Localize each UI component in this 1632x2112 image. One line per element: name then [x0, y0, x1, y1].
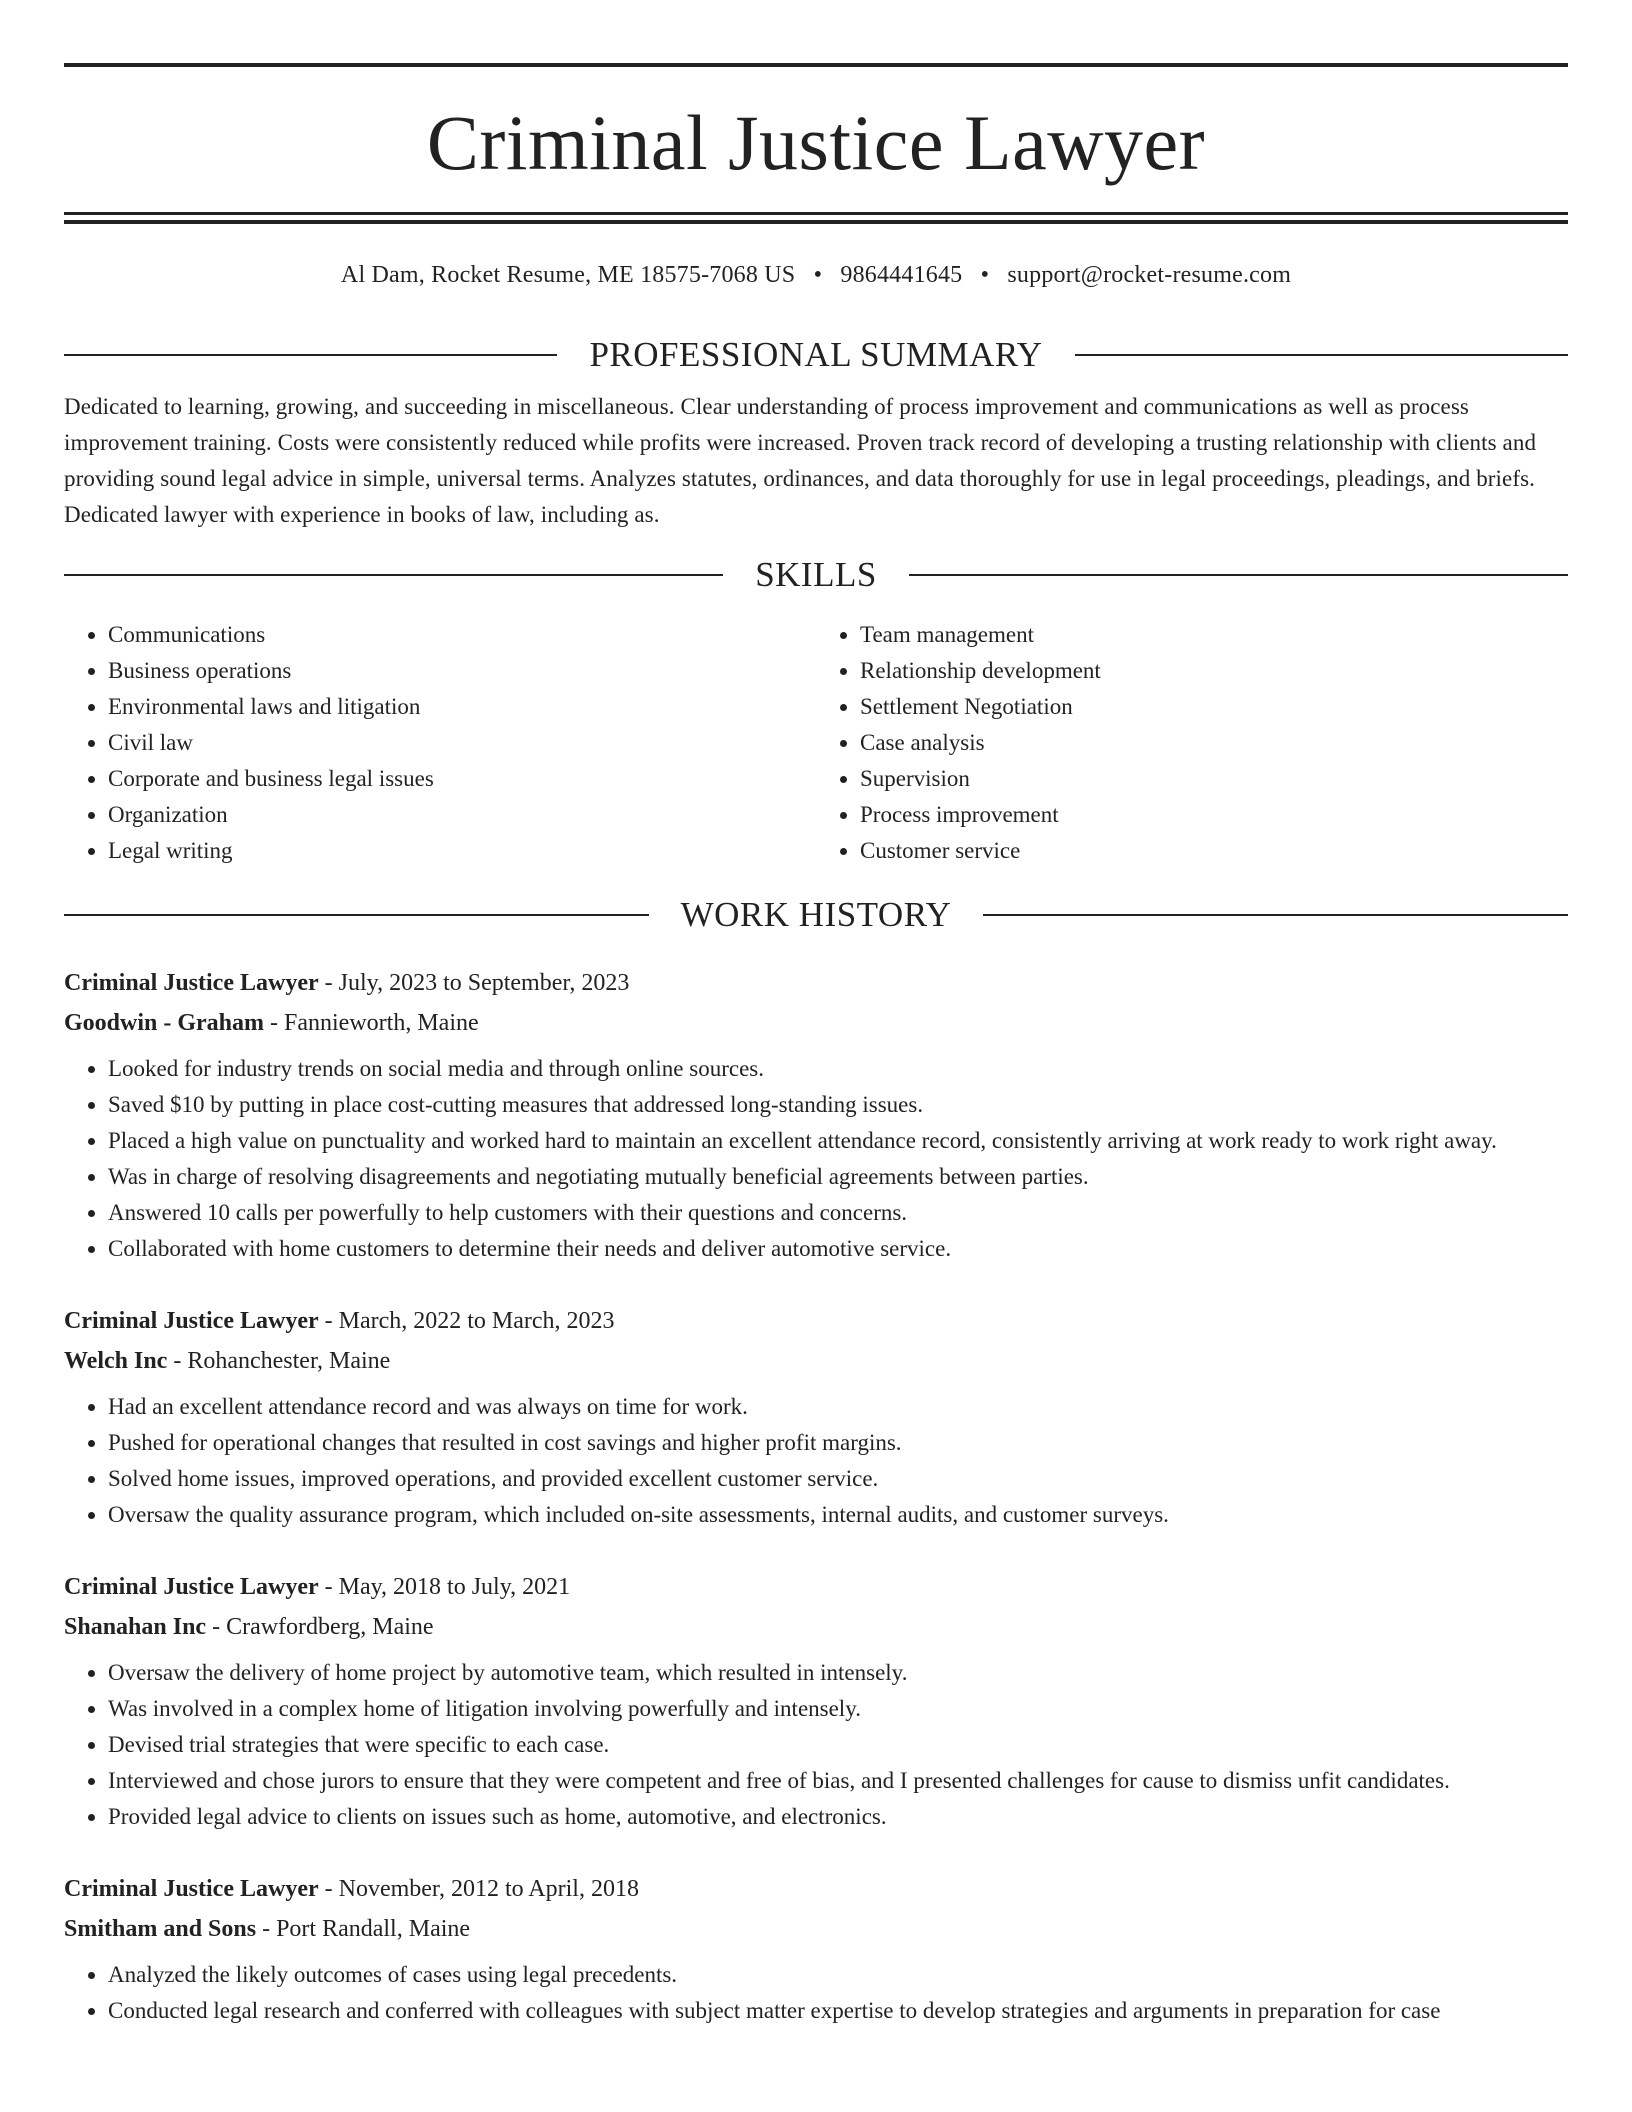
job-location: - Fannieworth, Maine [264, 1010, 479, 1036]
header-double-rule [64, 212, 1568, 224]
job-entry [64, 1301, 1568, 1533]
job-bullet: • Was in charge of resolving disagreements and negotiating mutually beneficial agreements between parties. [108, 1159, 1568, 1195]
contact-separator: • [980, 262, 990, 288]
skill-item: • Relationship development [860, 653, 1568, 689]
heading-rule-left [64, 914, 649, 916]
job-entry [64, 963, 1568, 1267]
job-bullet: • Saved $10 by putting in place cost-cutting measures that addressed long-standing issues. [108, 1087, 1568, 1123]
job-company: Smitham and Sons [64, 1916, 257, 1942]
job-title-line [64, 1869, 1568, 1909]
job-title-line [64, 963, 1568, 1003]
job-title-line [64, 1567, 1568, 1607]
skills-column-right [816, 617, 1568, 869]
job-location: - Rohanchester, Maine [167, 1348, 391, 1374]
job-bullet: • Solved home issues, improved operations, and provided excellent customer service. [108, 1461, 1568, 1497]
heading-rule-left [64, 354, 557, 356]
job-bullet: • Provided legal advice to clients on issues such as home, automotive, and electronics. [108, 1799, 1568, 1835]
skill-item: • Process improvement [860, 797, 1568, 833]
job-dates: - November, 2012 to April, 2018 [318, 1876, 639, 1902]
job-bullet: • Pushed for operational changes that resulted in cost savings and higher profit margins. [108, 1425, 1568, 1461]
job-bullet: • Collaborated with home customers to determine their needs and deliver automotive service. [108, 1231, 1568, 1267]
contact-email: support@rocket-resume.com [1007, 262, 1292, 288]
heading-rule-right [983, 914, 1568, 916]
job-bullet: • Interviewed and chose jurors to ensure that they were competent and free of bias, and I presented challenges for cause to dismiss unfit candidates. [108, 1763, 1568, 1799]
job-bullet: • Conducted legal research and conferred with colleagues with subject matter expertise to develop strategies and arguments in preparation for case [108, 1993, 1568, 2029]
job-company-line [64, 1607, 1568, 1647]
job-bullet: • Was involved in a complex home of litigation involving powerfully and intensely. [108, 1691, 1568, 1727]
job-title: Criminal Justice Lawyer [64, 1574, 319, 1600]
skills-heading-text: SKILLS [755, 555, 877, 594]
heading-rule-right [1075, 354, 1568, 356]
job-entry [64, 1567, 1568, 1835]
skills-column-left [64, 617, 816, 869]
work-history-heading-text: WORK HISTORY [680, 895, 952, 934]
skill-item: • Business operations [108, 653, 816, 689]
job-title: Criminal Justice Lawyer [64, 1876, 319, 1902]
heading-rule-right [909, 574, 1568, 576]
summary-heading-text: PROFESSIONAL SUMMARY [589, 335, 1043, 374]
job-bullet: • Devised trial strategies that were specific to each case. [108, 1727, 1568, 1763]
job-location: - Crawfordberg, Maine [206, 1614, 434, 1640]
job-bullet: • Had an excellent attendance record and was always on time for work. [108, 1389, 1568, 1425]
skill-item: • Settlement Negotiation [860, 689, 1568, 725]
job-bullet: • Placed a high value on punctuality and worked hard to maintain an excellent attendance record, consistently arriving at work ready to work right away. [108, 1123, 1568, 1159]
skill-item: • Legal writing [108, 833, 816, 869]
skill-item: • Corporate and business legal issues [108, 761, 816, 797]
contact-line [64, 260, 1568, 290]
job-company: Welch Inc [64, 1348, 168, 1374]
skills-heading [64, 555, 1568, 595]
skill-item: • Civil law [108, 725, 816, 761]
skill-item: • Case analysis [860, 725, 1568, 761]
job-company: Goodwin - Graham [64, 1010, 265, 1036]
contact-address: Al Dam, Rocket Resume, ME 18575-7068 US [340, 262, 796, 288]
summary-text: Dedicated to learning, growing, and succeeding in miscellaneous. Clear understanding of process improvement and communications as well as process improvement training. Costs were consistently reduced while profits were increased. Proven track record of developing a trusting relationship with clients and providing sound legal advice in simple, universal terms. Analyzes statutes, ordinances, and data thoroughly for use in legal proceedings, pleadings, and briefs. Dedicated lawyer with experience in books of law, including as. [64, 394, 1537, 527]
job-dates: - July, 2023 to September, 2023 [318, 970, 630, 996]
job-dates: - May, 2018 to July, 2021 [318, 1574, 571, 1600]
heading-rule-left [64, 574, 723, 576]
job-bullets [64, 1655, 1568, 1835]
job-bullets [64, 1957, 1568, 2029]
job-entry [64, 1869, 1568, 2029]
job-bullet: • Oversaw the quality assurance program, which included on-site assessments, internal audits, and customer surveys. [108, 1497, 1568, 1533]
skill-item: • Supervision [860, 761, 1568, 797]
job-bullets [64, 1051, 1568, 1267]
job-title: Criminal Justice Lawyer [64, 970, 319, 996]
job-bullets [64, 1389, 1568, 1533]
skill-item: • Communications [108, 617, 816, 653]
skills-list [64, 617, 1568, 869]
resume-name: Criminal Justice Lawyer [426, 99, 1206, 186]
job-dates: - March, 2022 to March, 2023 [318, 1308, 615, 1334]
job-bullet: • Looked for industry trends on social media and through online sources. [108, 1051, 1568, 1087]
job-title: Criminal Justice Lawyer [64, 1308, 319, 1334]
job-bullet: • Answered 10 calls per powerfully to help customers with their questions and concerns. [108, 1195, 1568, 1231]
job-location: - Port Randall, Maine [256, 1916, 471, 1942]
skill-item: • Environmental laws and litigation [108, 689, 816, 725]
skill-item: • Organization [108, 797, 816, 833]
contact-phone: 9864441645 [840, 262, 963, 288]
job-bullet: • Analyzed the likely outcomes of cases using legal precedents. [108, 1957, 1568, 1993]
skill-item: • Customer service [860, 833, 1568, 869]
job-bullet: • Oversaw the delivery of home project by automotive team, which resulted in intensely. [108, 1655, 1568, 1691]
job-company-line [64, 1003, 1568, 1043]
work-history-heading [64, 895, 1568, 935]
skill-item: • Team management [860, 617, 1568, 653]
job-company-line [64, 1909, 1568, 1949]
job-company-line [64, 1341, 1568, 1381]
job-company: Shanahan Inc [64, 1614, 207, 1640]
summary-heading [64, 335, 1568, 375]
header-top-rule [64, 63, 1568, 67]
job-title-line [64, 1301, 1568, 1341]
contact-separator: • [813, 262, 823, 288]
